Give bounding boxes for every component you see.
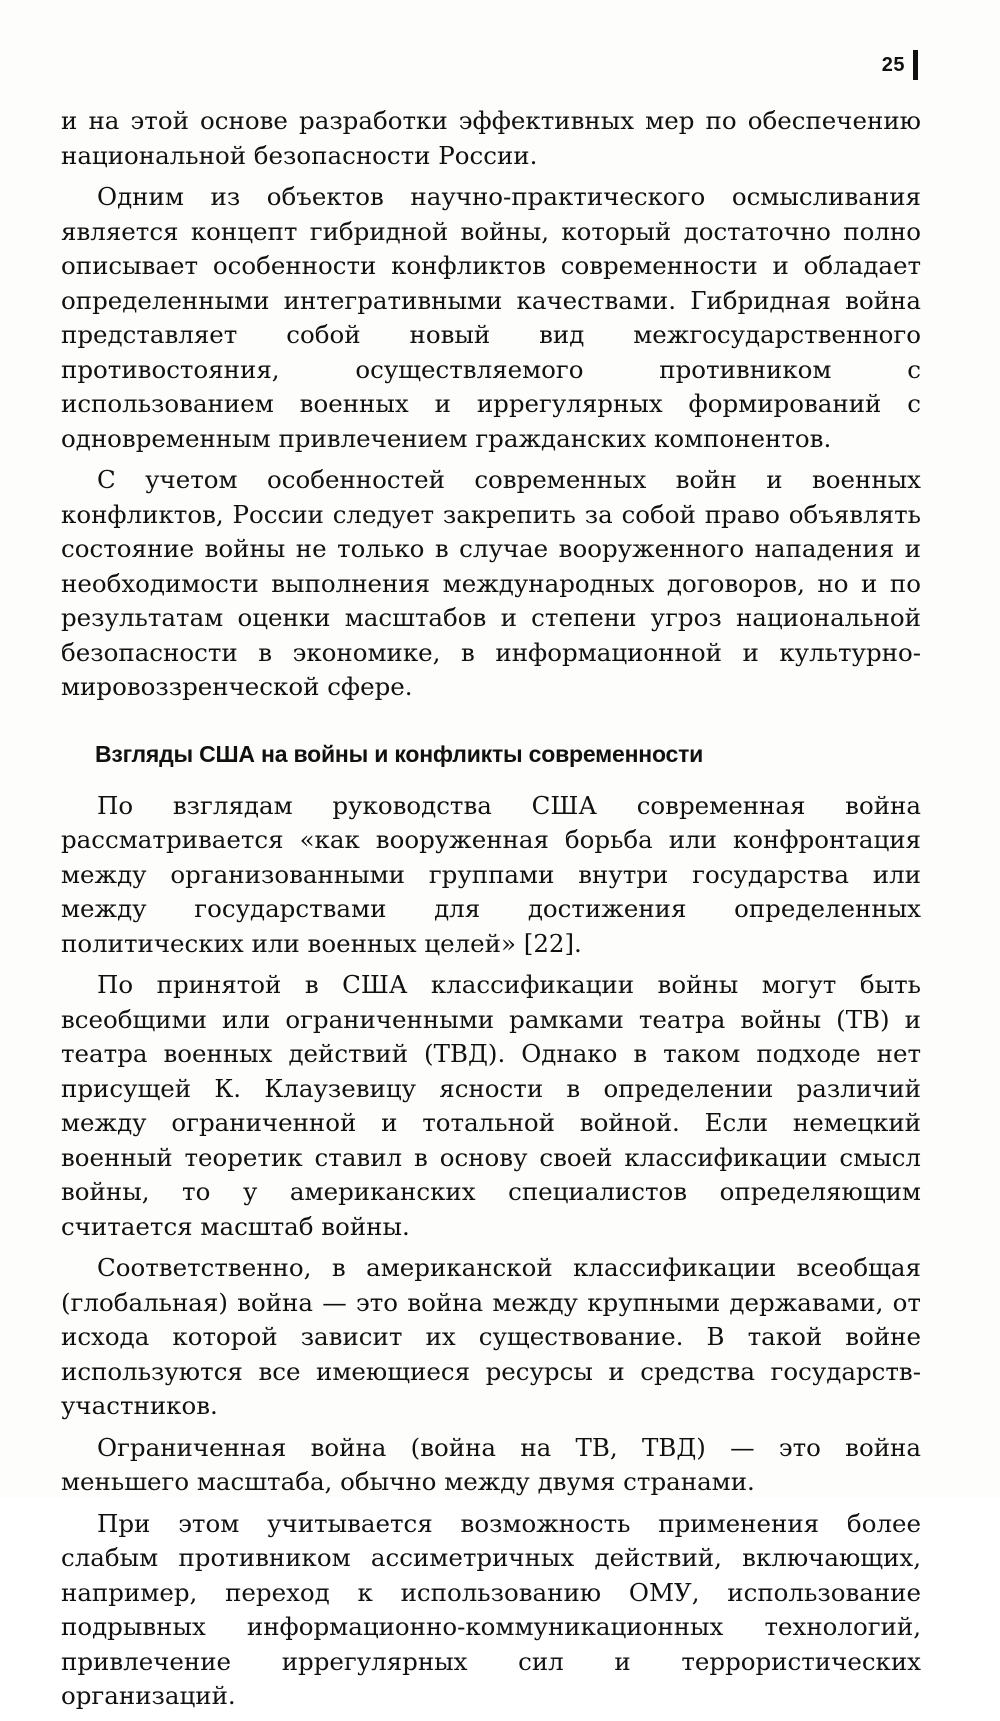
paragraph-us-views: По взглядам руководства США современная война рассматривается «как вооруженная борьба или конфронтация между организованными группами внутри государства или между государствами для достижения определенных политических или военных целей» [22]. [61,790,921,958]
page-marker-bar [913,50,918,80]
page-header [882,50,918,80]
paragraph-hybrid-war: Одним из объектов научно-практического осмысливания является концепт гибридной войны, который достаточно полно описывает особенности конфликтов современности и обладает определенными интегративными качествами. Гибридная война представляет собой новый вид межгосударственного противостояния, осуществляемого противником с использованием военных и иррегулярных формирований с одновременным привлечением гражданских компонентов. [61,182,921,453]
paragraph-continued: и на этой основе разработки эффективных мер по обеспечению национальной безопасности России. [61,106,921,170]
paragraph-us-classification: По принятой в США классификации войны могут быть всеобщими или ограниченными рамками театра войны (ТВ) и театра военных действий (ТВД). Однако в таком подходе нет присущей К. Клаузевицу ясности в определении различий между ограниченной и тотальной войной. Если немецкий военный теоретик ставил в основу своей классификации смысл войны, то у американских специалистов определяющим считается масштаб войны. [61,970,921,1241]
page-number: 25 [881,53,905,76]
paragraph-asymmetric: При этом учитывается возможность применения более слабым противником ассиметричных действий, включающих, например, переход к использованию ОМУ, использование подрывных информационно-коммуникационных технологий, привлечение иррегулярных сил и террористических организаций. [61,1508,921,1710]
paragraph-limited-war: Ограниченная война (война на ТВ, ТВД) — это война меньшего масштаба, обычно между двумя странами. [61,1432,921,1496]
paragraph-russia-right: С учетом особенностей современных войн и военных конфликтов, России следует закрепить за собой право объявлять состояние войны не только в случае вооруженного нападения и необходимости выполнения международных договоров, но и по результатам оценки масштабов и степени угроз национальной безопасности в экономике, в информационной и культурно-мировоззренческой сфере. [61,465,921,701]
section-heading: Взгляды США на войны и конфликты современности [95,740,704,767]
page-content [61,104,921,1721]
paragraph-global-war: Соответственно, в американской классификации всеобщая (глобальная) война — это война между крупными державами, от исхода которой зависит их существование. В такой войне используются все имеющиеся ресурсы и средства государств-участников. [61,1253,921,1420]
